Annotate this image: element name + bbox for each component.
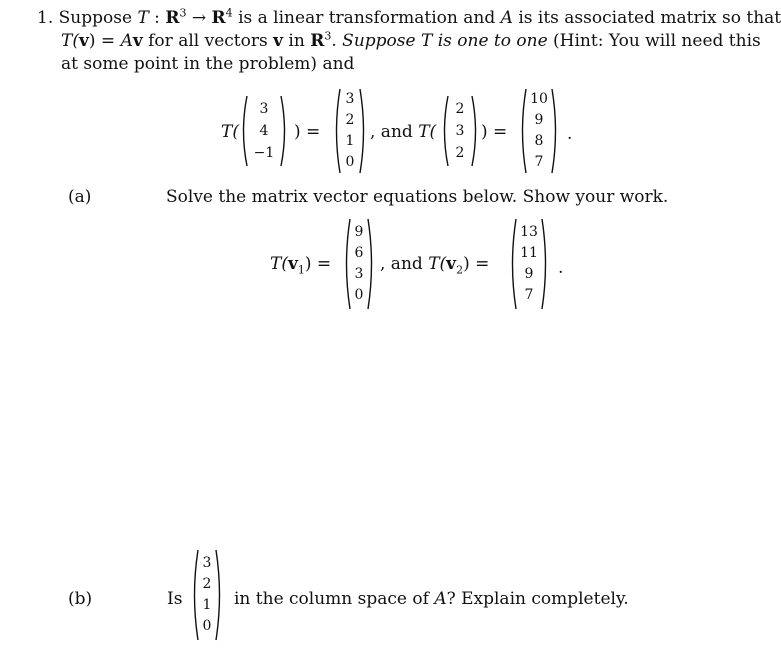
eq1-output-vector — [332, 88, 368, 174]
part-a-rhs2-vector — [508, 218, 550, 310]
part-a-instruction: Solve the matrix vector equations below. Show your work. — [166, 187, 669, 207]
vector-entry: 3 — [345, 91, 355, 107]
eq1-close-eq-2: ) = — [481, 122, 508, 142]
vector-entry: 3 — [202, 555, 212, 571]
vector-entry: 3 — [259, 101, 269, 117]
part-b-is-text: Is — [167, 589, 183, 609]
part-b-vector — [190, 549, 224, 641]
vector-entry: 8 — [534, 133, 544, 149]
vector-entry: 2 — [202, 576, 212, 592]
part-a-label: (a) — [68, 187, 92, 207]
eq1-T-open: T( — [221, 122, 239, 142]
vector-entry: 1 — [202, 597, 212, 613]
vector-entry: 0 — [354, 287, 364, 303]
vector-entries — [440, 98, 480, 164]
vector-entry: 7 — [534, 154, 544, 170]
vector-entry: 13 — [520, 224, 538, 240]
vector-entry: 2 — [455, 145, 465, 161]
eq1-input-vector — [239, 95, 289, 167]
eq1-close-eq: ) = — [294, 122, 321, 142]
problem-line-2: T(v) = Av for all vectors v in $R^3$. Suppose T is one to one (Hint: You will need this — [61, 29, 761, 51]
vector-entries — [332, 89, 368, 173]
vector-entry: 9 — [524, 266, 534, 282]
vector-entries — [518, 89, 560, 173]
problem-line-3: at some point in the problem) and — [61, 54, 355, 74]
problem-number: 1. — [37, 8, 54, 28]
eq1-input-vector-2 — [440, 95, 480, 167]
intro-text: Suppose — [58, 8, 138, 28]
vector-entry: 6 — [354, 245, 364, 261]
vector-entry: 10 — [530, 91, 548, 107]
vector-entry: 11 — [520, 245, 538, 261]
vector-entry: 4 — [259, 123, 269, 139]
vector-entry: 3 — [455, 123, 465, 139]
vector-entry: −1 — [253, 145, 275, 161]
vector-entry: 2 — [455, 101, 465, 117]
part-a-T-v1: $T(v_1)$ = — [270, 254, 332, 277]
problem-line-1: 1. Suppose T : $R^3 \to R^4$ is a linear transformation and A is its associated matrix so that — [37, 6, 781, 28]
vector-entries — [239, 98, 289, 164]
part-b-question: in the column space of A? Explain completely. — [234, 589, 629, 609]
hint-italic: Suppose T is one to one — [342, 31, 548, 51]
eq1-and-text: , and T( — [370, 122, 437, 142]
eq1-period: . — [567, 124, 573, 144]
vector-entry: 2 — [345, 112, 355, 128]
vector-entry: 9 — [354, 224, 364, 240]
vector-entry: 0 — [345, 154, 355, 170]
part-a-rhs1-vector — [342, 218, 376, 310]
vector-entry: 3 — [354, 266, 364, 282]
vector-entries — [508, 222, 550, 306]
vector-entry: 1 — [345, 133, 355, 149]
vector-entries — [190, 553, 224, 637]
part-a-and-text: , and $T(v_2)$ = — [380, 254, 490, 277]
vector-entries — [342, 222, 376, 306]
part-b-label: (b) — [68, 589, 93, 609]
vector-entry: 7 — [524, 287, 534, 303]
eq1-output-vector-2 — [518, 88, 560, 174]
vector-entry: 0 — [202, 618, 212, 634]
part-a-period: . — [558, 258, 564, 278]
vector-entry: 9 — [534, 112, 544, 128]
